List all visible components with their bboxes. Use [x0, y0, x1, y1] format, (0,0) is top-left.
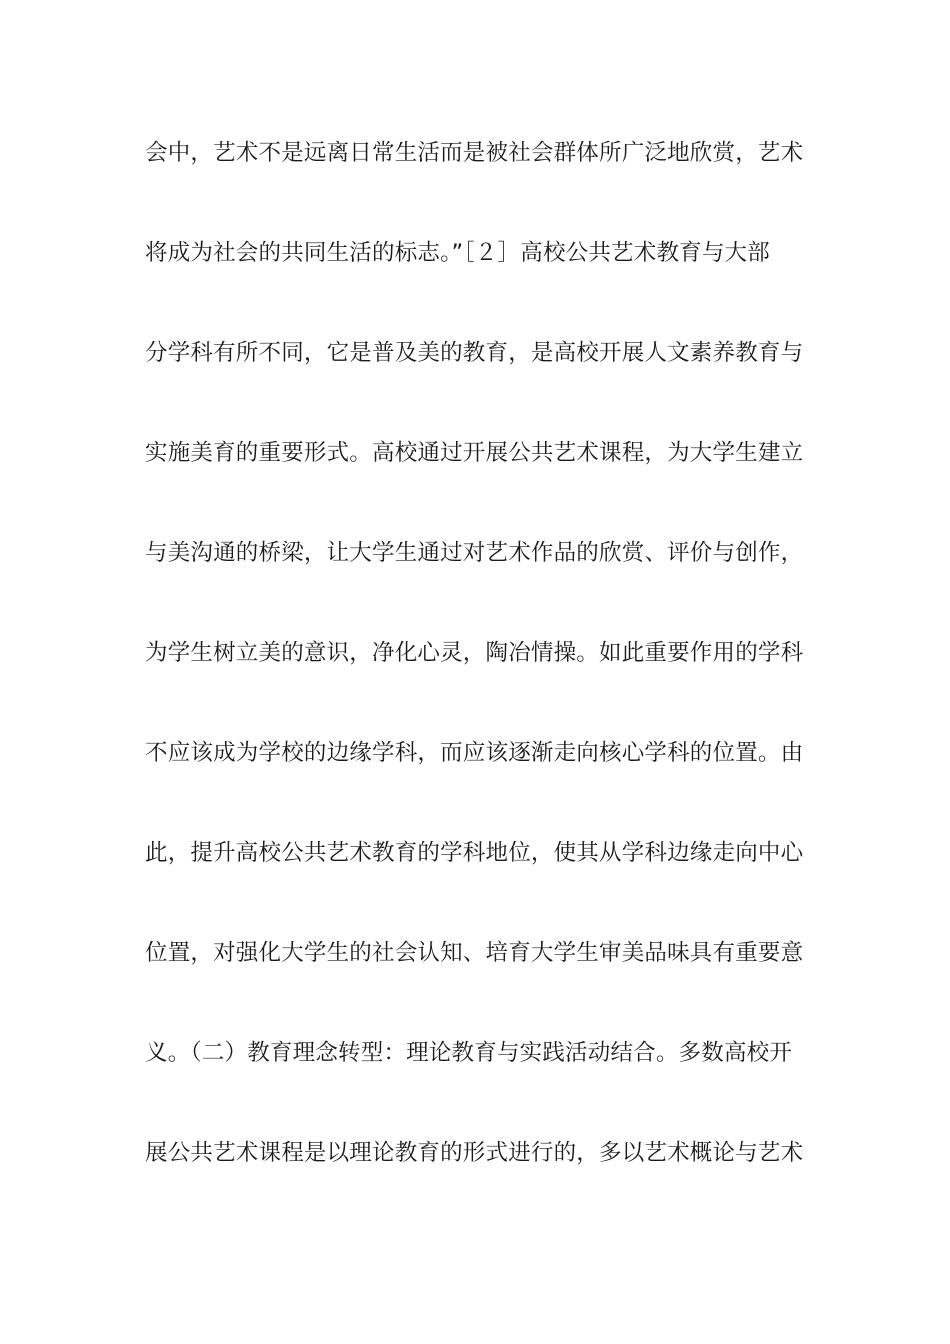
text-line: 分学科有所不同，它是普及美的教育，是高校开展人文素养教育与: [145, 340, 804, 366]
text-line: 义。（二）教育理念转型：理论教育与实践活动结合。多数高校开: [145, 1040, 793, 1066]
text-line: 此，提升高校公共艺术教育的学科地位，使其从学科边缘走向中心: [145, 840, 804, 866]
text-line: 展公共艺术课程是以理论教育的形式进行的，多以艺术概论与艺术: [145, 1140, 804, 1166]
text-line: 为学生树立美的意识，净化心灵，陶冶情操。如此重要作用的学科: [145, 640, 804, 666]
text-line: 实施美育的重要形式。高校通过开展公共艺术课程，为大学生建立: [145, 440, 804, 466]
text-line: 与美沟通的桥梁，让大学生通过对艺术作品的欣赏、评价与创作，: [145, 540, 804, 566]
text-line: 位置，对强化大学生的社会认知、培育大学生审美品味具有重要意: [145, 940, 804, 966]
text-line: 将成为社会的共同生活的标志。”［２］高校公共艺术教育与大部: [145, 240, 770, 266]
text-line: 不应该成为学校的边缘学科，而应该逐渐走向核心学科的位置。由: [145, 740, 804, 766]
body-text: [145, 128, 815, 1228]
text-line: 会中，艺术不是远离日常生活而是被社会群体所广泛地欣赏，艺术: [145, 140, 804, 166]
